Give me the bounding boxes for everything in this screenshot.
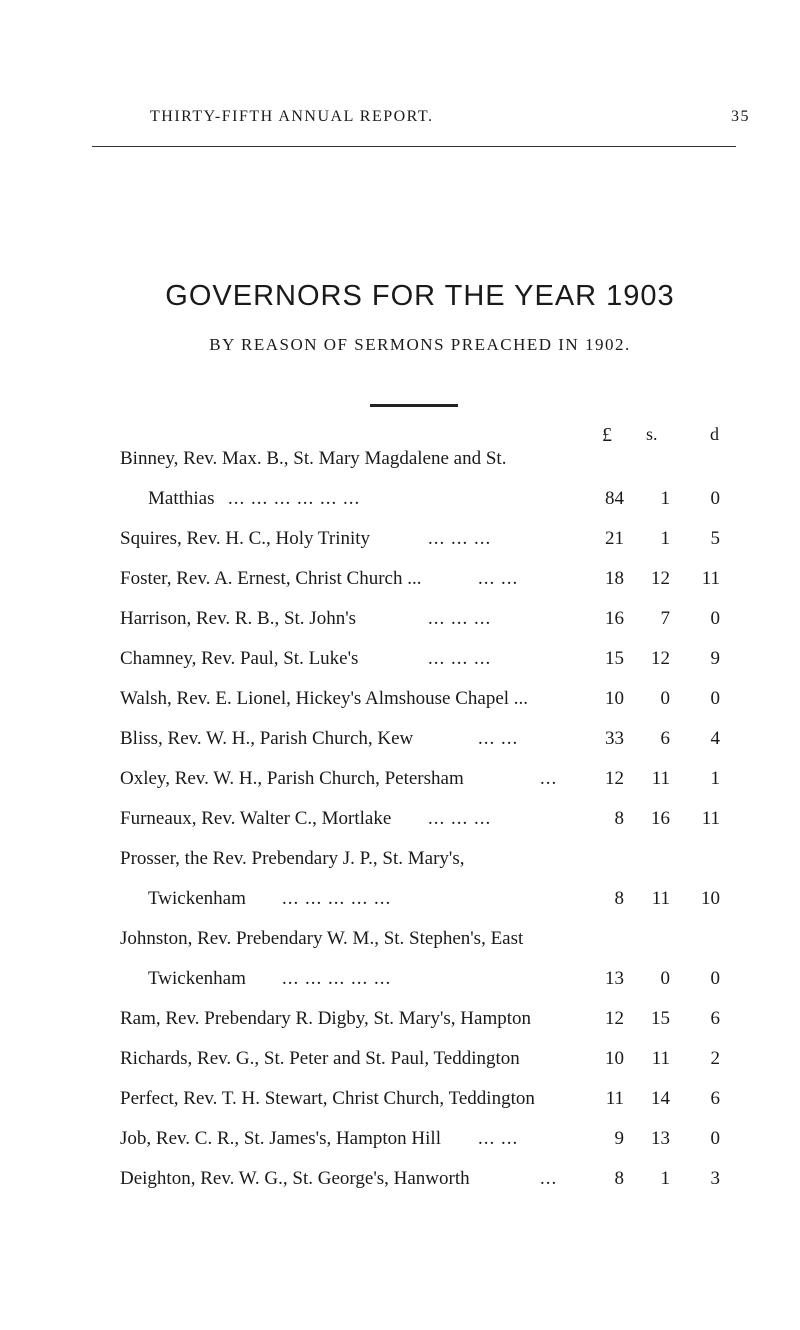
entry-name-cont: Twickenham: [148, 888, 246, 909]
amount-shillings: 1: [660, 488, 670, 509]
entry-name: Chamney, Rev. Paul, St. Luke's: [120, 648, 359, 669]
amount-pounds: 21: [605, 528, 624, 549]
page-subtitle: BY REASON OF SERMONS PREACHED IN 1902.: [209, 335, 631, 354]
amount-pounds: 9: [614, 1128, 624, 1149]
entry-name: Richards, Rev. G., St. Peter and St. Paul, Teddington: [120, 1048, 520, 1069]
amount-pounds: 8: [614, 888, 624, 909]
entry-name: Walsh, Rev. E. Lionel, Hickey's Almshouse Chapel ...: [120, 688, 529, 709]
entry-name: Ram, Rev. Prebendary R. Digby, St. Mary's, Hampton: [120, 1008, 531, 1029]
amount-shillings: 16: [651, 808, 670, 829]
running-head: [90, 108, 750, 138]
entry-name-cont: Matthias: [148, 488, 215, 509]
title-rule: [370, 404, 458, 407]
page-number: 35: [731, 108, 750, 125]
amount-pounds: 33: [605, 728, 624, 749]
amount-shillings: 13: [651, 1128, 670, 1149]
amount-pence: 0: [710, 488, 720, 509]
leader-dots: ... ... ...: [428, 608, 492, 629]
leader-dots: ... ... ...: [428, 528, 492, 549]
amount-pounds: 16: [605, 608, 624, 629]
entry-name-cont: Twickenham: [148, 968, 246, 989]
amount-shillings: 0: [660, 688, 670, 709]
entry-name: Foster, Rev. A. Ernest, Christ Church ...: [120, 568, 422, 589]
amount-pence: 11: [701, 568, 720, 589]
leader-dots: ... ... ...: [428, 648, 492, 669]
amount-shillings: 11: [651, 888, 670, 909]
amount-pounds: 11: [605, 1088, 624, 1109]
amount-pounds: 15: [605, 648, 624, 669]
amount-pence: 0: [710, 688, 720, 709]
leader-dots: ... ... ...: [428, 808, 492, 829]
entry-name: Deighton, Rev. W. G., St. George's, Hanworth: [120, 1168, 470, 1189]
amount-pence: 11: [701, 808, 720, 829]
amount-pence: 4: [710, 728, 720, 749]
leader-dots: ... ...: [478, 1128, 519, 1149]
column-head-pounds: £: [602, 424, 612, 446]
amount-pence: 9: [710, 648, 720, 669]
amount-pence: 10: [701, 888, 720, 909]
amount-pence: 6: [710, 1088, 720, 1109]
amount-shillings: 15: [651, 1008, 670, 1029]
amount-shillings: 1: [660, 528, 670, 549]
column-head-shillings: s.: [646, 424, 658, 444]
page-title: GOVERNORS FOR THE YEAR 1903: [165, 280, 675, 312]
entry-name: Perfect, Rev. T. H. Stewart, Christ Church, Teddington: [120, 1088, 535, 1109]
leader-dots: ... ... ... ... ...: [282, 968, 392, 989]
amount-pence: 5: [710, 528, 720, 549]
amount-pence: 6: [710, 1008, 720, 1029]
amount-shillings: 14: [651, 1088, 670, 1109]
entry-name: Furneaux, Rev. Walter C., Mortlake: [120, 808, 392, 829]
leader-dots: ...: [540, 1168, 558, 1189]
amount-shillings: 12: [651, 648, 670, 669]
amount-shillings: 11: [651, 768, 670, 789]
amount-shillings: 12: [651, 568, 670, 589]
amount-pence: 1: [710, 768, 720, 789]
amount-pounds: 10: [605, 688, 624, 709]
running-head-title: THIRTY-FIFTH ANNUAL REPORT.: [150, 108, 434, 125]
amount-pence: 0: [710, 968, 720, 989]
column-head-pence: d: [710, 424, 719, 444]
amount-shillings: 1: [660, 1168, 670, 1189]
entry-name: Harrison, Rev. R. B., St. John's: [120, 608, 357, 629]
amount-pence: 0: [710, 608, 720, 629]
entry-name: Binney, Rev. Max. B., St. Mary Magdalene and St.: [120, 448, 507, 469]
amount-pounds: 12: [605, 1008, 624, 1029]
entry-name: Prosser, the Rev. Prebendary J. P., St. Mary's,: [120, 848, 465, 869]
leader-dots: ... ... ... ... ... ...: [228, 488, 361, 509]
amount-pounds: 18: [605, 568, 624, 589]
entry-name: Job, Rev. C. R., St. James's, Hampton Hill: [120, 1128, 441, 1149]
amount-pounds: 10: [605, 1048, 624, 1069]
amount-shillings: 7: [660, 608, 670, 629]
leader-dots: ...: [540, 768, 558, 789]
amount-pence: 2: [710, 1048, 720, 1069]
amount-shillings: 11: [651, 1048, 670, 1069]
amount-pence: 0: [710, 1128, 720, 1149]
amount-pounds: 12: [605, 768, 624, 789]
amount-pounds: 8: [614, 808, 624, 829]
amount-pounds: 84: [605, 488, 624, 509]
entry-name: Johnston, Rev. Prebendary W. M., St. Stephen's, East: [120, 928, 524, 949]
amount-pence: 3: [710, 1168, 720, 1189]
entry-name: Bliss, Rev. W. H., Parish Church, Kew: [120, 728, 414, 749]
leader-dots: ... ...: [478, 568, 519, 589]
amount-pounds: 13: [605, 968, 624, 989]
leader-dots: ... ...: [478, 728, 519, 749]
amount-shillings: 6: [660, 728, 670, 749]
amount-shillings: 0: [660, 968, 670, 989]
entry-name: Squires, Rev. H. C., Holy Trinity: [120, 528, 371, 549]
amount-pounds: 8: [614, 1168, 624, 1189]
header-rule: [92, 146, 736, 147]
entry-name: Oxley, Rev. W. H., Parish Church, Petersham: [120, 768, 464, 789]
leader-dots: ... ... ... ... ...: [282, 888, 392, 909]
